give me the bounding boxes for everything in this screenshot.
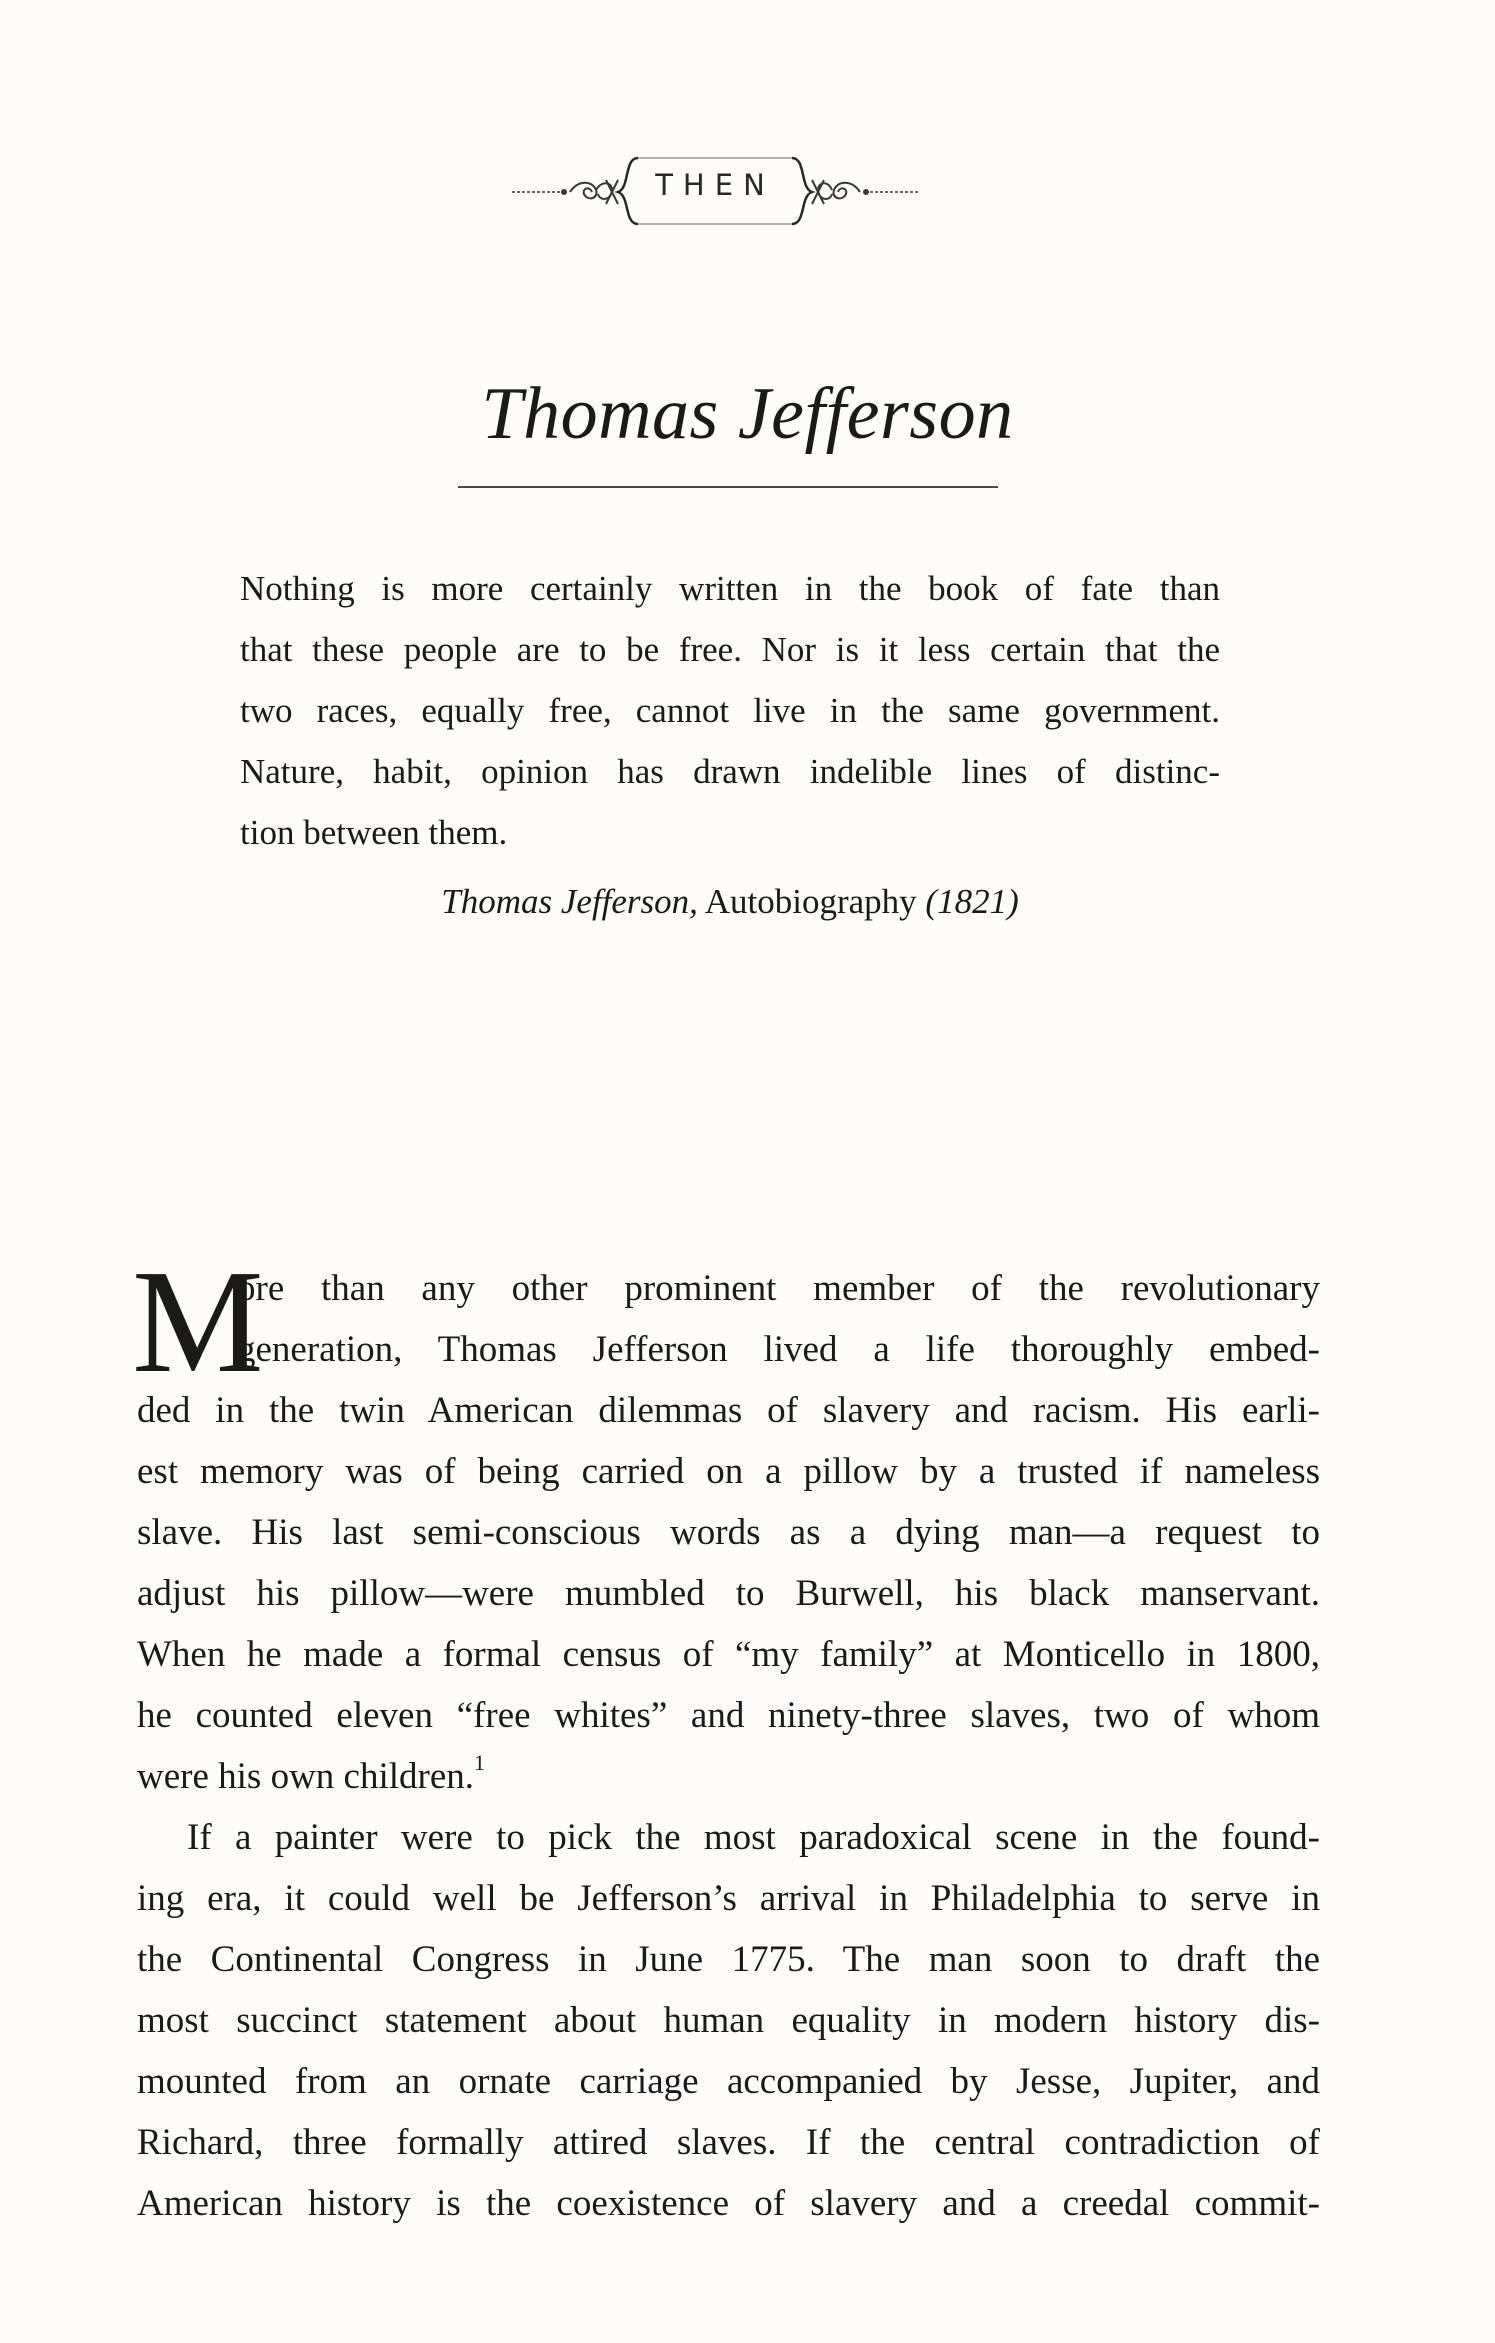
attribution-work: Autobiography bbox=[704, 882, 917, 921]
body-line: adjust his pillow—were mumbled to Burwell, his black manservant. bbox=[137, 1573, 1320, 1614]
body-line: generation, Thomas Jefferson lived a life thoroughly embed- bbox=[237, 1329, 1320, 1370]
body-line: If a painter were to pick the most paradoxical scene in the found- bbox=[187, 1817, 1320, 1858]
body-line: slave. His last semi-conscious words as a dying man—a request to bbox=[137, 1512, 1320, 1553]
body-line: est memory was of being carried on a pillow by a trusted if nameless bbox=[137, 1451, 1320, 1492]
body-line: ing era, it could well be Jefferson’s arrival in Philadelphia to serve in bbox=[137, 1878, 1320, 1919]
title-underline bbox=[458, 486, 998, 488]
section-ornament bbox=[500, 150, 930, 230]
attribution-author: Thomas Jefferson, bbox=[441, 882, 698, 921]
body-line: he counted eleven “free whites” and ninety-three slaves, two of whom bbox=[137, 1695, 1320, 1736]
body-line: most succinct statement about human equality in modern history dis- bbox=[137, 2000, 1320, 2041]
chapter-title: Thomas Jefferson bbox=[481, 373, 1014, 455]
body-line: ore than any other prominent member of the revolutionary bbox=[237, 1268, 1320, 1309]
body-text bbox=[137, 1258, 1320, 2234]
epigraph-line: that these people are to be free. Nor is it less certain that the bbox=[240, 630, 1220, 669]
epigraph-attribution bbox=[240, 882, 1220, 922]
body-line: When he made a formal census of “my family” at Monticello in 1800, bbox=[137, 1634, 1320, 1675]
body-line: ded in the twin American dilemmas of slavery and racism. His earli- bbox=[137, 1390, 1320, 1431]
attribution-year: (1821) bbox=[925, 882, 1019, 921]
section-label: THEN bbox=[655, 168, 775, 202]
drop-cap: M bbox=[132, 1240, 264, 1404]
body-line-last bbox=[137, 1746, 1320, 1807]
epigraph-line: two races, equally free, cannot live in the same government. bbox=[240, 691, 1220, 730]
footnote-marker: 1 bbox=[474, 1750, 486, 1775]
epigraph-line: tion between them. bbox=[240, 813, 508, 852]
epigraph-line: Nature, habit, opinion has drawn indelible lines of distinc- bbox=[240, 752, 1220, 791]
epigraph-quote bbox=[240, 558, 1220, 863]
body-line: the Continental Congress in June 1775. The man soon to draft the bbox=[137, 1939, 1320, 1980]
body-line: were his own children. bbox=[137, 1756, 475, 1797]
body-line: mounted from an ornate carriage accompanied by Jesse, Jupiter, and bbox=[137, 2061, 1320, 2102]
body-line: American history is the coexistence of slavery and a creedal commit- bbox=[137, 2183, 1320, 2224]
body-line: Richard, three formally attired slaves. If the central contradiction of bbox=[137, 2122, 1320, 2163]
epigraph-line: Nothing is more certainly written in the book of fate than bbox=[240, 569, 1220, 608]
